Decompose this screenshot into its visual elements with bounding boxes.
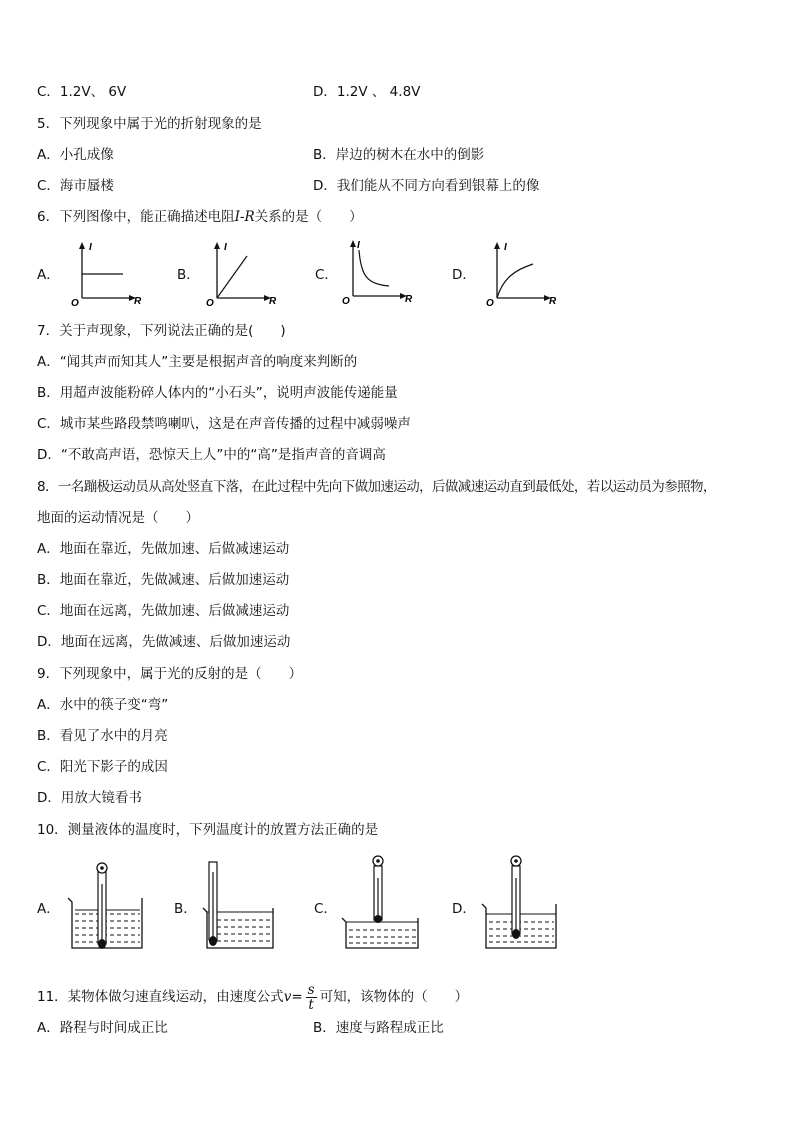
q11-formula-fraction bbox=[306, 983, 317, 1012]
q9-option-b: B．看见了水中的月亮 bbox=[37, 728, 168, 744]
q5-option-c: C．海市蜃楼 bbox=[37, 178, 114, 194]
q6-d-axis-y: I bbox=[504, 242, 507, 253]
q5-option-b: B．岸边的树木在水中的倒影 bbox=[313, 147, 485, 163]
q6-b-axis-x: R bbox=[269, 296, 277, 307]
q6-b-axis-y: I bbox=[224, 242, 227, 253]
q11-formula-num: s bbox=[307, 981, 315, 998]
q6-d-curve bbox=[497, 264, 533, 298]
q6-stem-var: I-R bbox=[234, 209, 255, 225]
q6-c-origin: O bbox=[342, 296, 350, 307]
q10-beaker-d bbox=[478, 852, 562, 956]
q6-graph-a bbox=[68, 240, 148, 309]
q6-a-axis-y: I bbox=[89, 242, 92, 253]
q10-stem: 10．测量液体的温度时，下列温度计的放置方法正确的是 bbox=[37, 822, 379, 838]
q5-stem: 5．下列现象中属于光的折射现象的是 bbox=[37, 116, 262, 132]
q6-b-curve bbox=[217, 256, 247, 298]
q6-c-axis-x: R bbox=[405, 294, 413, 305]
q10-beaker-b bbox=[199, 858, 283, 956]
q11-formula-v: v bbox=[283, 989, 292, 1005]
q4-option-c: C．1.2V、 6V bbox=[37, 84, 127, 100]
q5-option-d: D．我们能从不同方向看到银幕上的像 bbox=[313, 178, 540, 194]
q11-formula-eq: = bbox=[291, 989, 303, 1005]
q6-a-axis-x: R bbox=[134, 296, 142, 307]
q6-stem-post: 关系的是（ ） bbox=[254, 209, 363, 225]
q6-stem bbox=[37, 208, 363, 226]
q11-stem-pre: 11．某物体做匀速直线运动，由速度公式 bbox=[37, 989, 284, 1005]
q9-option-a: A．水中的筷子变“弯” bbox=[37, 697, 169, 713]
q11-option-a: A．路程与时间成正比 bbox=[37, 1020, 168, 1036]
q8-option-a: A．地面在靠近，先做加速、后做减速运动 bbox=[37, 541, 290, 557]
q10-label-d: D． bbox=[452, 901, 476, 917]
q8-option-b: B．地面在靠近，先做减速、后做加速运动 bbox=[37, 572, 290, 588]
q6-label-c: C． bbox=[315, 267, 338, 283]
q7-option-a: A．“闻其声而知其人”主要是根据声音的响度来判断的 bbox=[37, 354, 358, 370]
q8-option-d: D．地面在远离，先做减速、后做加速运动 bbox=[37, 634, 291, 650]
q7-option-c: C．城市某些路段禁鸣喇叭，这是在声音传播的过程中减弱噪声 bbox=[37, 416, 411, 432]
q10-beaker-c bbox=[338, 852, 422, 956]
q5-option-a: A．小孔成像 bbox=[37, 147, 114, 163]
q10-label-b: B． bbox=[174, 901, 197, 917]
q6-label-d: D． bbox=[452, 267, 476, 283]
q6-b-origin: O bbox=[206, 298, 214, 309]
q6-d-origin: O bbox=[486, 298, 494, 309]
q6-d-axis-x: R bbox=[549, 296, 557, 307]
q6-c-axis-y: I bbox=[357, 240, 360, 251]
q9-stem: 9．下列现象中，属于光的反射的是（ ） bbox=[37, 666, 303, 682]
q7-stem: 7．关于声现象，下列说法正确的是( ) bbox=[37, 323, 286, 339]
q4-option-d: D．1.2V 、 4.8V bbox=[313, 84, 421, 100]
q9-option-c: C．阳光下影子的成因 bbox=[37, 759, 168, 775]
q8-option-c: C．地面在远离，先做加速、后做减速运动 bbox=[37, 603, 290, 619]
q6-graph-d bbox=[483, 240, 563, 309]
q6-stem-pre: 6．下列图像中，能正确描述电阻 bbox=[37, 209, 235, 225]
q11-option-b: B．速度与路程成正比 bbox=[313, 1020, 444, 1036]
q7-option-d: D．“不敢高声语，恐惊天上人”中的“高”是指声音的音调高 bbox=[37, 447, 386, 463]
q6-c-curve bbox=[359, 250, 389, 286]
q10-beaker-a bbox=[64, 860, 148, 956]
q6-graph-b bbox=[203, 240, 283, 309]
q8-stem-line1: 8．一名蹦极运动员从高处竖直下落，在此过程中先向下做加速运动，后做减速运动直到最低处，若以运动员为参照物， bbox=[37, 479, 716, 495]
q10-label-a: A． bbox=[37, 901, 60, 917]
q11-stem bbox=[37, 982, 468, 1012]
q10-label-c: C． bbox=[314, 901, 337, 917]
q11-formula-den: t bbox=[308, 996, 314, 1013]
q8-stem-line2: 地面的运动情况是（ ） bbox=[37, 510, 199, 526]
q6-label-a: A． bbox=[37, 267, 60, 283]
q6-label-b: B． bbox=[177, 267, 200, 283]
q7-option-b: B．用超声波能粉碎人体内的“小石头”，说明声波能传递能量 bbox=[37, 385, 398, 401]
q6-graph-c bbox=[339, 238, 419, 307]
q11-stem-post: 可知，该物体的（ ） bbox=[319, 989, 469, 1005]
q9-option-d: D．用放大镜看书 bbox=[37, 790, 142, 806]
q6-a-origin: O bbox=[71, 298, 79, 309]
